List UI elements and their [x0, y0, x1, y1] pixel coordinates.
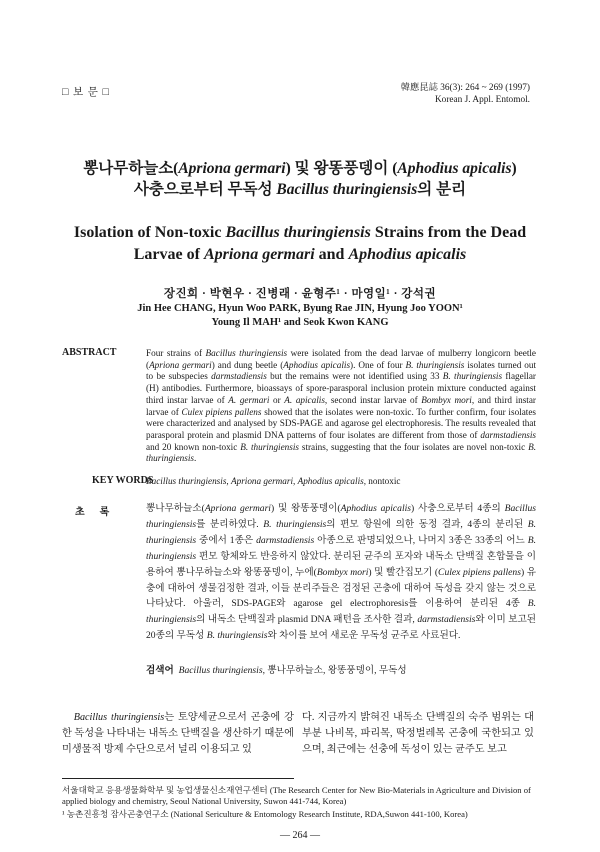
footnote-affiliation-2: ¹ 농촌진흥청 잠사곤충연구소 (National Sericulture & Entomology Research Institute, RDA,Suwon 441-100, Korea)	[62, 809, 468, 819]
footnote-rule	[62, 778, 294, 779]
section-label: □ 보 문 □	[62, 87, 110, 98]
journal-ref: 韓應昆誌 36(3): 264 ~ 269 (1997)	[400, 83, 530, 93]
authors-korean: 장진희 · 박현우 · 진병래 · 윤형주¹ · 마영일¹ · 강석권	[163, 288, 437, 300]
title-english: Isolation of Non-toxic Bacillus thuringiensis Strains from the Dead Larvae of Apriona germari and Aphodius apicalis	[73, 224, 527, 263]
abstract-text: Four strains of Bacillus thuringiensis were isolated from the dead larvae of mulberry longicorn beetle (Apriona germari) and dung beetle (Aphodius apicalis). One of four B. thuringiensis isolates turned out to be subspecies darmstadiensis but the remains were not identified using 33 B. thuringiensis flagellar (H) antibodies. Furthermore, bioassays of spore-parasporal inclusion protein mixture conducted against third instar larvae of A. germari or A. apicalis, second instar larvae of Bombyx mori, and third instar larvae of Culex pipiens pallens showed that the isolates were non-toxic. To further confirm, four isolates were characterized and analysed by SDS-PAGE and agarose gel electrophoresis. The results revealed that parasporal protein and plasmid DNA patterns of four isolates are different from those of darmstadiensis and 20 known non-toxic B. thuringiensis strains, suggesting that the four isolates are novel non-toxic B. thuringiensis.	[146, 348, 536, 464]
keywords-text: Bacillus thuringiensis, Apriona germari, Aphodius apicalis, nontoxic	[146, 476, 401, 486]
keywords-label: KEY WORDS	[92, 475, 154, 486]
journal-citation	[401, 82, 530, 106]
authors-english: Jin Hee CHANG, Hyun Woo PARK, Byung Rae JIN, Hyung Joo YOON¹ Young Il MAH¹ and Seok Kwon KANG	[137, 303, 463, 328]
page-number: — 264 —	[280, 830, 320, 841]
keywords-ko-label: 검색어	[146, 665, 174, 676]
journal-name-en: Korean J. Appl. Entomol.	[434, 95, 530, 105]
abstract-label: ABSTRACT	[62, 347, 117, 358]
keywords-ko: 검색어 Bacillus thuringiensis, 뽕나무하늘소, 왕똥풍뎅이, 무독성	[146, 665, 407, 676]
abstract-ko-text: 뽕나무하늘소(Apriona germari) 및 왕똥풍뎅이(Aphodius apicalis) 사충으로부터 4종의 Bacillus thuringiensis를 분리하였다. B. thuringiensis의 편모 항원에 의한 동정 결과, 4종의 분리된 B. thuringiensis 중에서 1종은 darmstadiensis 아종으로 판명되었으나, 나머지 3종은 33종의 어느 B. thuringiensis 편모 항체와도 반응하지 않았다. 분리된 균주의 포자와 내독소 단백질 혼합물을 이용하여 뽕나무하늘소와 왕똥풍뎅이, 누에(Bombyx mori) 및 빨간집모기 (Culex pipiens pallens) 유충에 대하여 생물검정한 결과, 이들 분리주들은 검정된 곤충에 대하여 독성을 갖지 않는 것으로 나타났다. 아울러, SDS-PAGE와 agarose gel electrophoresis를 이용하여 분리된 4종 B. thuringiensis의 내독소 단백질과 plasmid DNA 패턴을 조사한 결과, darmstadiensis와 이미 보고된 20종의 무독성 B. thuringiensis와 차이를 보여 새로운 무독성 균주로 사료된다.	[146, 503, 537, 642]
footnote-affiliation-1: 서울대학교 응용생물화학부 및 농업생물신소재연구센터 (The Research Center for New Bio-Materials in Agriculture and Division of applied biology and chemistry, Seoul National University, Suwon 441-744, Korea)	[62, 785, 531, 806]
body-column-left: Bacillus thuringiensis는 토양세균으로서 곤충에 강한 독성을 나타내는 내독소 단백질을 생산하기 때문에 미생물적 방제 수단으로서 널리 이용되고 있	[62, 712, 295, 755]
body-column-right: 다. 지금까지 밝혀진 내독소 단백질의 숙주 범위는 대부분 나비목, 파리목, 딱정벌레목 곤충에 국한되고 있으며, 최근에는 선충에 독성이 있는 균주도 보고	[302, 712, 534, 755]
abstract-ko-label: 초 록	[75, 507, 110, 518]
title-korean: 뽕나무하늘소(Apriona germari) 및 왕똥풍뎅이 (Aphodius apicalis) 사충으로부터 무독성 Bacillus thuringiensis의 분리	[83, 160, 517, 198]
